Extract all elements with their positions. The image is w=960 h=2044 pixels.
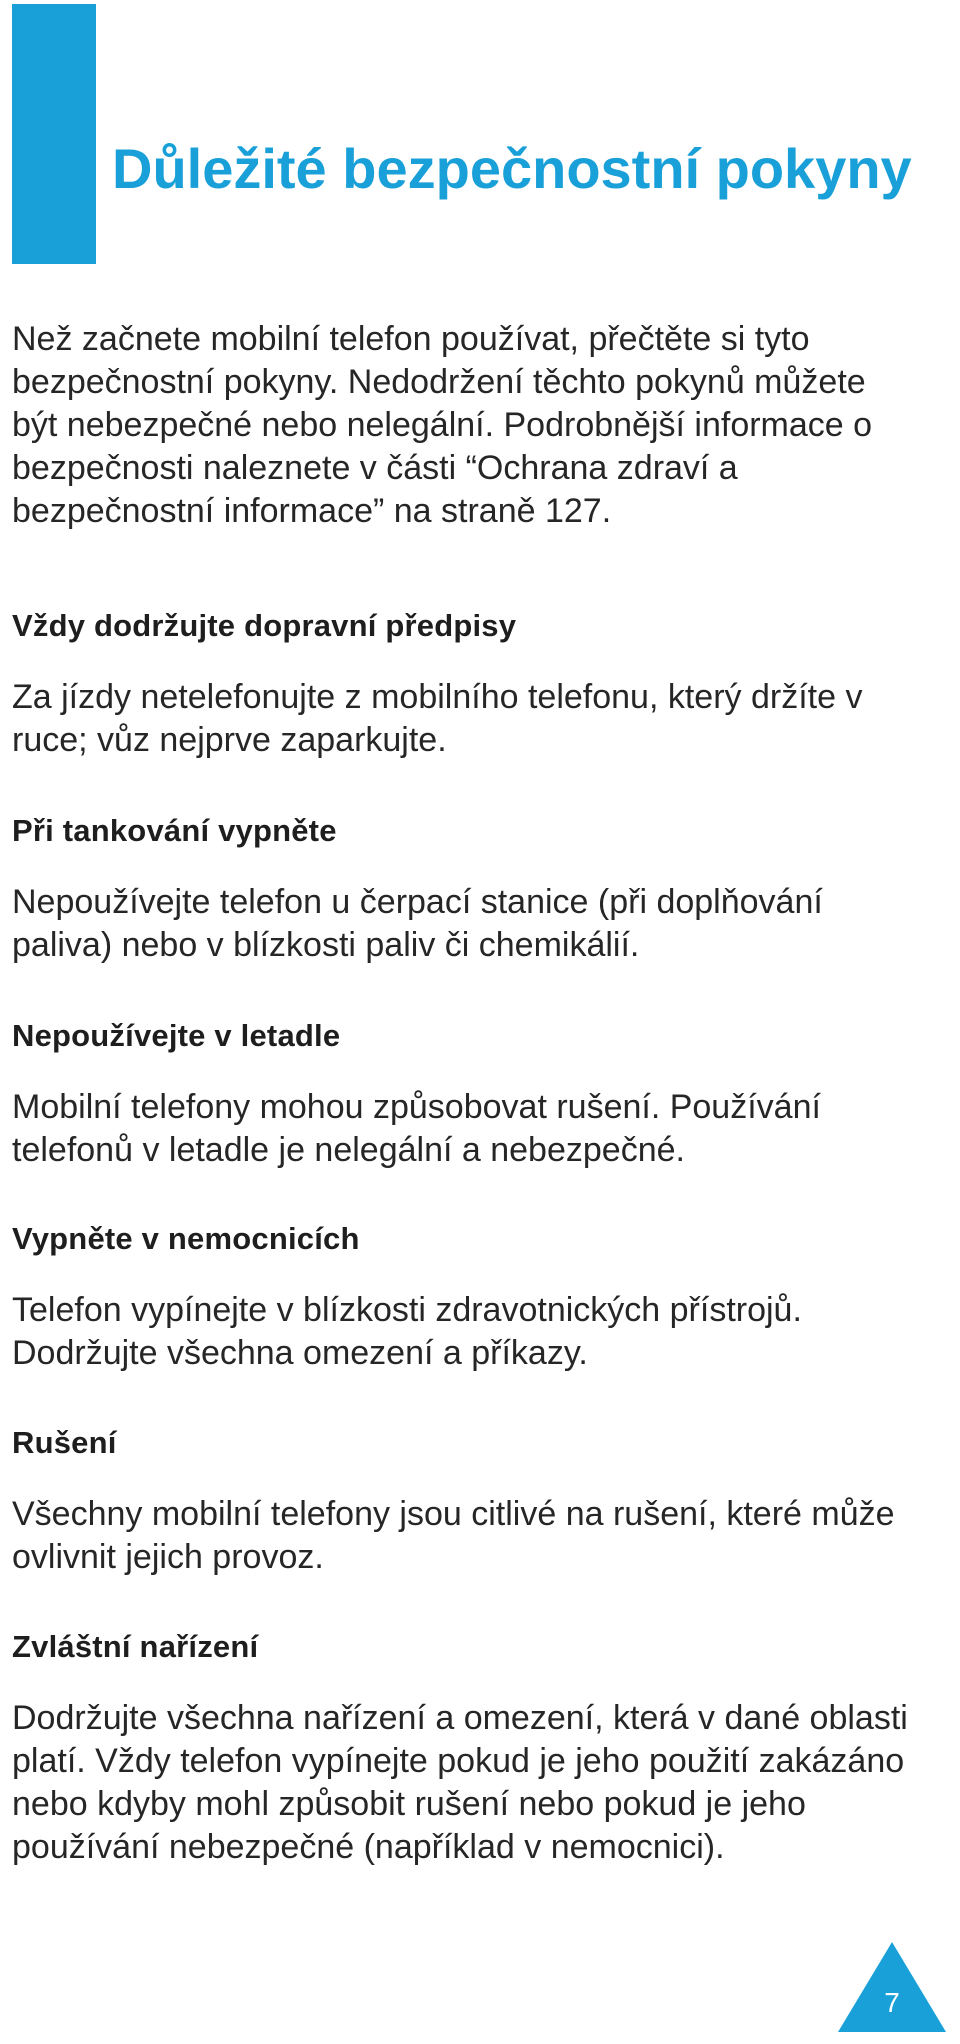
section-text: Mobilní telefony mohou způsobovat rušení. Používání telefonů v letadle je nelegální a nebezpečné. xyxy=(12,1088,821,1169)
accent-bar xyxy=(12,4,96,264)
page-number-marker xyxy=(836,1940,948,2034)
section-heading: Nepoužívejte v letadle xyxy=(12,1018,341,1053)
section-heading: Při tankování vypněte xyxy=(12,813,337,848)
section-heading: Vždy dodržujte dopravní předpisy xyxy=(12,608,517,643)
section-interference xyxy=(12,1423,922,1579)
section-hospitals xyxy=(12,1219,922,1375)
page-title: Důležité bezpečnostní pokyny xyxy=(112,137,912,200)
section-traffic xyxy=(12,606,922,762)
intro-paragraph: Než začnete mobilní telefon používat, přečtěte si tyto bezpečnostní pokyny. Nedodržení těchto pokynů můžete být nebezpečné nebo nelegální. Podrobnější informace o bezpečnosti naleznete v části “Ochrana zdraví a bezpečnostní informace” na straně 127. xyxy=(12,320,873,530)
section-aircraft xyxy=(12,1016,922,1172)
section-text: Za jízdy netelefonujte z mobilního telefonu, který držíte v ruce; vůz nejprve zaparkujte. xyxy=(12,678,863,759)
section-heading: Vypněte v nemocnicích xyxy=(12,1221,360,1256)
section-refueling xyxy=(12,811,922,967)
section-text: Všechny mobilní telefony jsou citlivé na rušení, které může ovlivnit jejich provoz. xyxy=(12,1495,895,1576)
section-heading: Zvláštní nařízení xyxy=(12,1629,259,1664)
page-number: 7 xyxy=(884,1987,900,2018)
section-text: Telefon vypínejte v blízkosti zdravotnických přístrojů. Dodržujte všechna omezení a příkazy. xyxy=(12,1291,802,1372)
section-heading: Rušení xyxy=(12,1425,117,1460)
section-text: Nepoužívejte telefon u čerpací stanice (při doplňování paliva) nebo v blízkosti paliv či chemikálií. xyxy=(12,883,823,964)
section-text: Dodržujte všechna nařízení a omezení, která v dané oblasti platí. Vždy telefon vypínejte pokud je jeho použití zakázáno nebo kdyby mohl způsobit rušení nebo pokud je jeho používání nebezpečné (například v nemocnici). xyxy=(12,1699,908,1866)
section-special-regulations xyxy=(12,1627,922,1869)
